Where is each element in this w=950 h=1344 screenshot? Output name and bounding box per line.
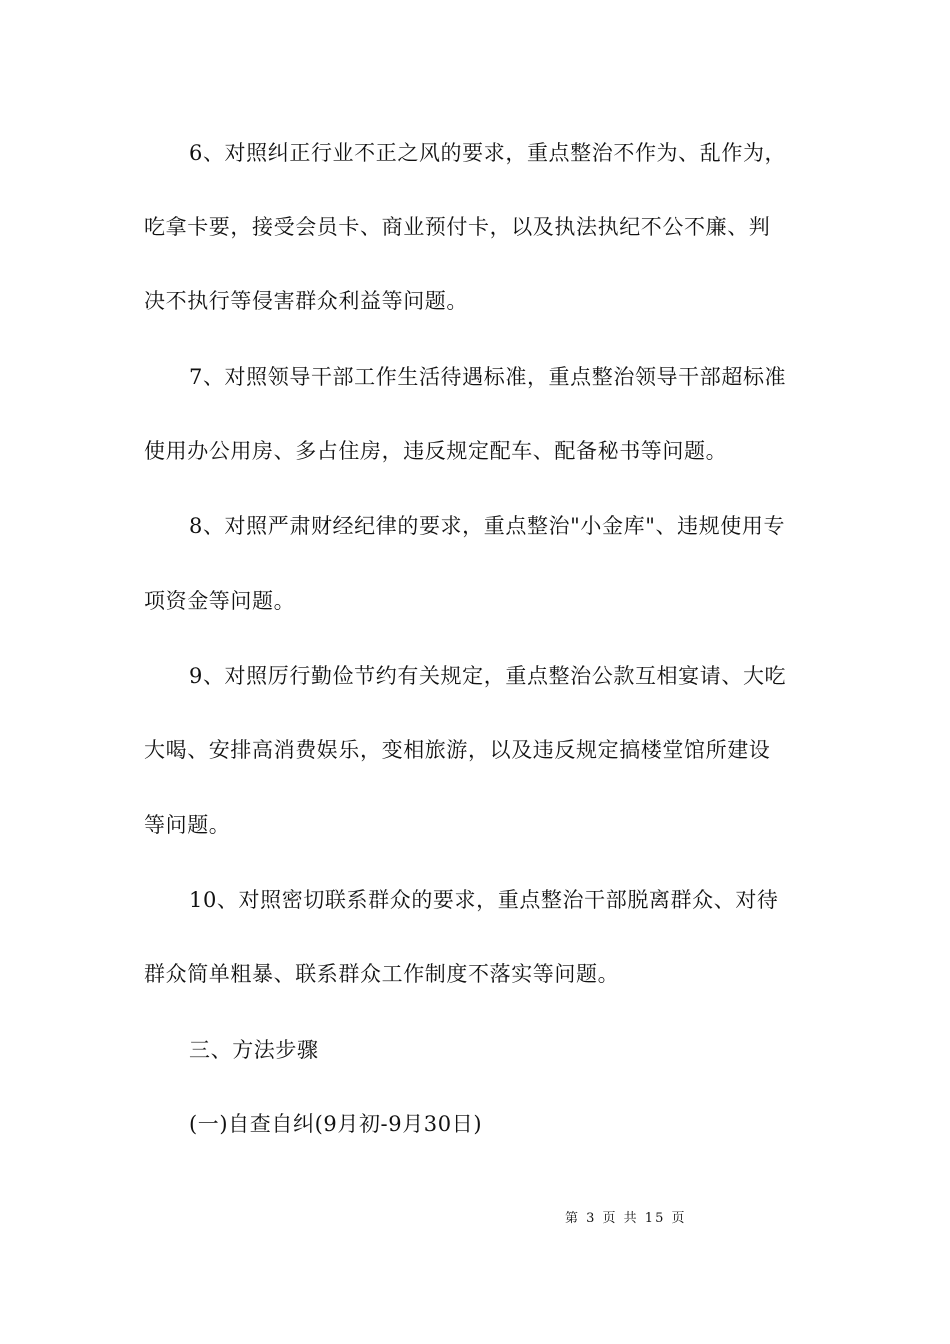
section-heading: 三、方法步骤 — [189, 1038, 319, 1062]
paragraph-9-line-3: 等问题。 — [144, 813, 231, 837]
paragraph-9-line-1: 9、对照厉行勤俭节约有关规定，重点整治公款互相宴请、大吃 — [189, 664, 787, 688]
paragraph-6-line-2: 吃拿卡要，接受会员卡、商业预付卡，以及执法执纪不公不廉、判 — [144, 215, 771, 239]
paragraph-9-line-2: 大喝、安排高消费娱乐，变相旅游，以及违反规定搞楼堂馆所建设 — [144, 738, 771, 762]
paragraph-10-line-2: 群众简单粗暴、联系群众工作制度不落实等问题。 — [144, 962, 620, 986]
subsection-heading: (一)自查自纠(9月初-9月30日) — [189, 1112, 483, 1136]
paragraph-8-line-2: 项资金等问题。 — [144, 589, 296, 613]
paragraph-7-line-1: 7、对照领导干部工作生活待遇标准，重点整治领导干部超标准 — [189, 365, 787, 389]
paragraph-10-line-1: 10、对照密切联系群众的要求，重点整治干部脱离群众、对待 — [189, 888, 779, 912]
paragraph-8-line-1: 8、对照严肃财经纪律的要求，重点整治"小金库"、违规使用专 — [189, 514, 786, 538]
page-number: 第 3 页 共 15 页 — [565, 1211, 687, 1226]
paragraph-6-line-3: 决不执行等侵害群众利益等问题。 — [144, 289, 468, 313]
paragraph-6-line-1: 6、对照纠正行业不正之风的要求，重点整治不作为、乱作为， — [189, 141, 787, 165]
paragraph-7-line-2: 使用办公用房、多占住房，违反规定配车、配备秘书等问题。 — [144, 439, 728, 463]
